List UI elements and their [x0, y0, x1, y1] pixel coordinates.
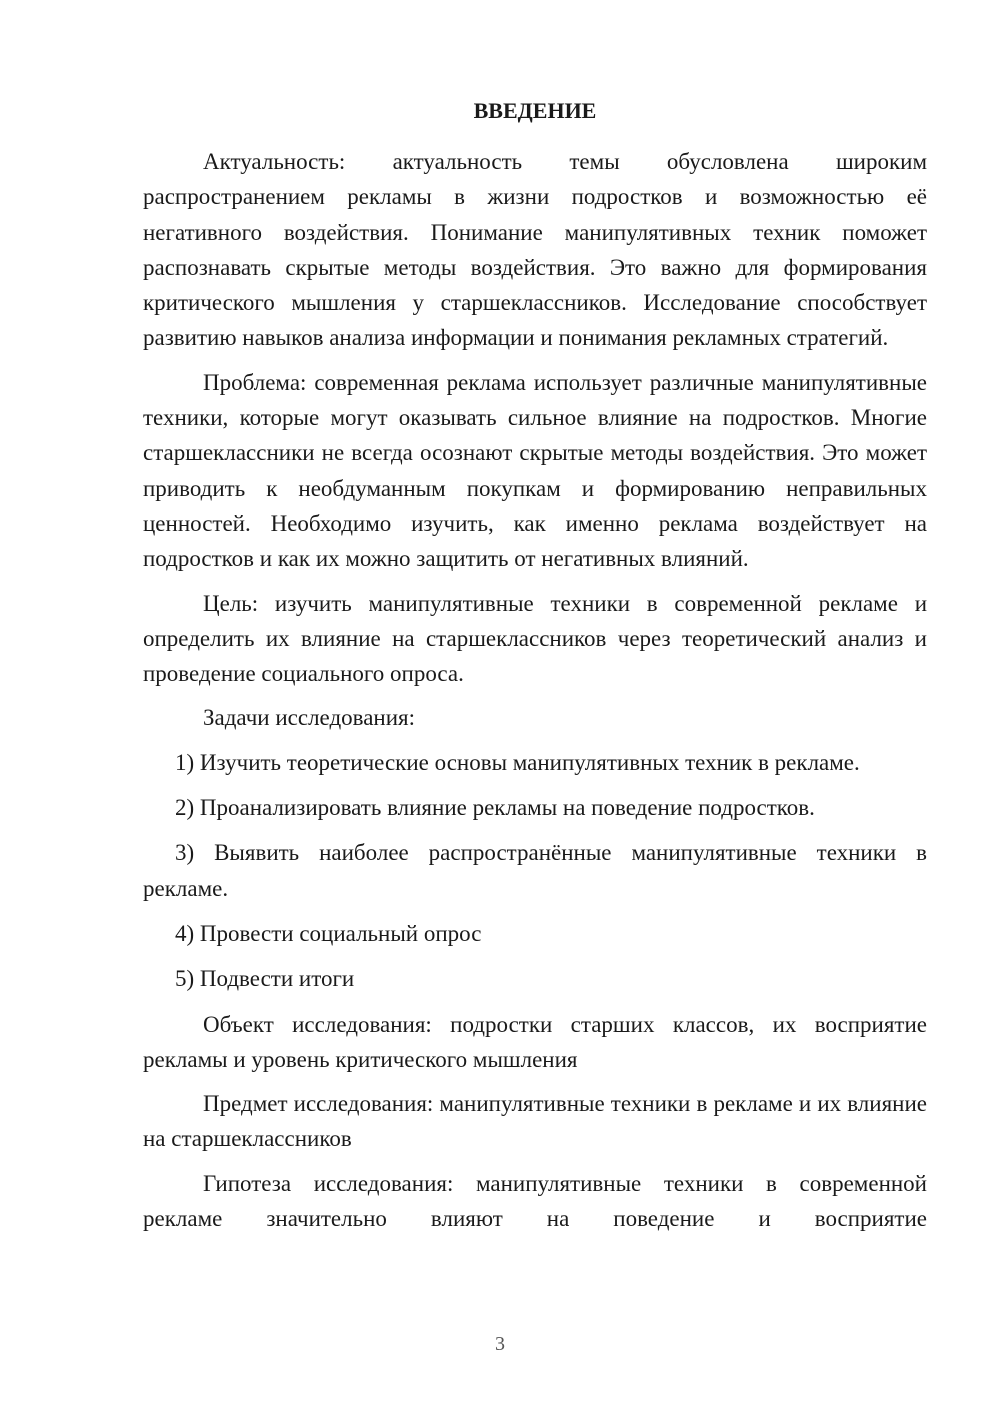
task-item-3: 3) Выявить наиболее распространённые манипулятивные техники в рекламе.	[143, 840, 927, 901]
page-number: 3	[495, 1333, 505, 1355]
relevance-paragraph: Актуальность: актуальность темы обусловлена широким распространением рекламы в жизни подростков и возможностью её негативного воздействия. Понимание манипулятивных техник поможет распознавать скрытые методы воздействия. Это важно для формирования критического мышления у старшеклассников. Исследование способствует развитию навыков анализа информации и понимания рекламных стратегий.	[143, 149, 927, 351]
goal-paragraph: Цель: изучить манипулятивные техники в современной рекламе и определить их влияние на старшеклассников через теоретический анализ и проведение социального опроса.	[143, 590, 927, 687]
task-item-4: 4) Провести социальный опрос	[175, 920, 482, 946]
problem-paragraph: Проблема: современная реклама использует различные манипулятивные техники, которые могут оказывать сильное влияние на подростков. Многие старшеклассники не всегда осознают скрытые методы воздействия. Это может приводить к необдуманным покупкам и формированию неправильных ценностей. Необходимо изучить, как именно реклама воздействует на подростков и как их можно защитить от негативных влияний.	[143, 369, 927, 572]
subject-paragraph: Предмет исследования: манипулятивные техники в рекламе и их влияние на старшеклассников	[143, 1091, 927, 1152]
page-content	[143, 96, 927, 1245]
task-item-1: 1) Изучить теоретические основы манипулятивных техник в рекламе.	[175, 749, 860, 775]
task-item-5: 5) Подвести итоги	[175, 966, 355, 992]
section-title: ВВЕДЕНИЕ	[473, 98, 597, 123]
object-paragraph: Объект исследования: подростки старших классов, их восприятие рекламы и уровень критического мышления	[143, 1011, 927, 1072]
task-item-2: 2) Проанализировать влияние рекламы на поведение подростков.	[175, 795, 815, 821]
tasks-heading: Задачи исследования:	[203, 705, 416, 731]
hypothesis-paragraph: Гипотеза исследования: манипулятивные техники в современной рекламе значительно влияют на поведение и восприятие	[143, 1170, 927, 1232]
